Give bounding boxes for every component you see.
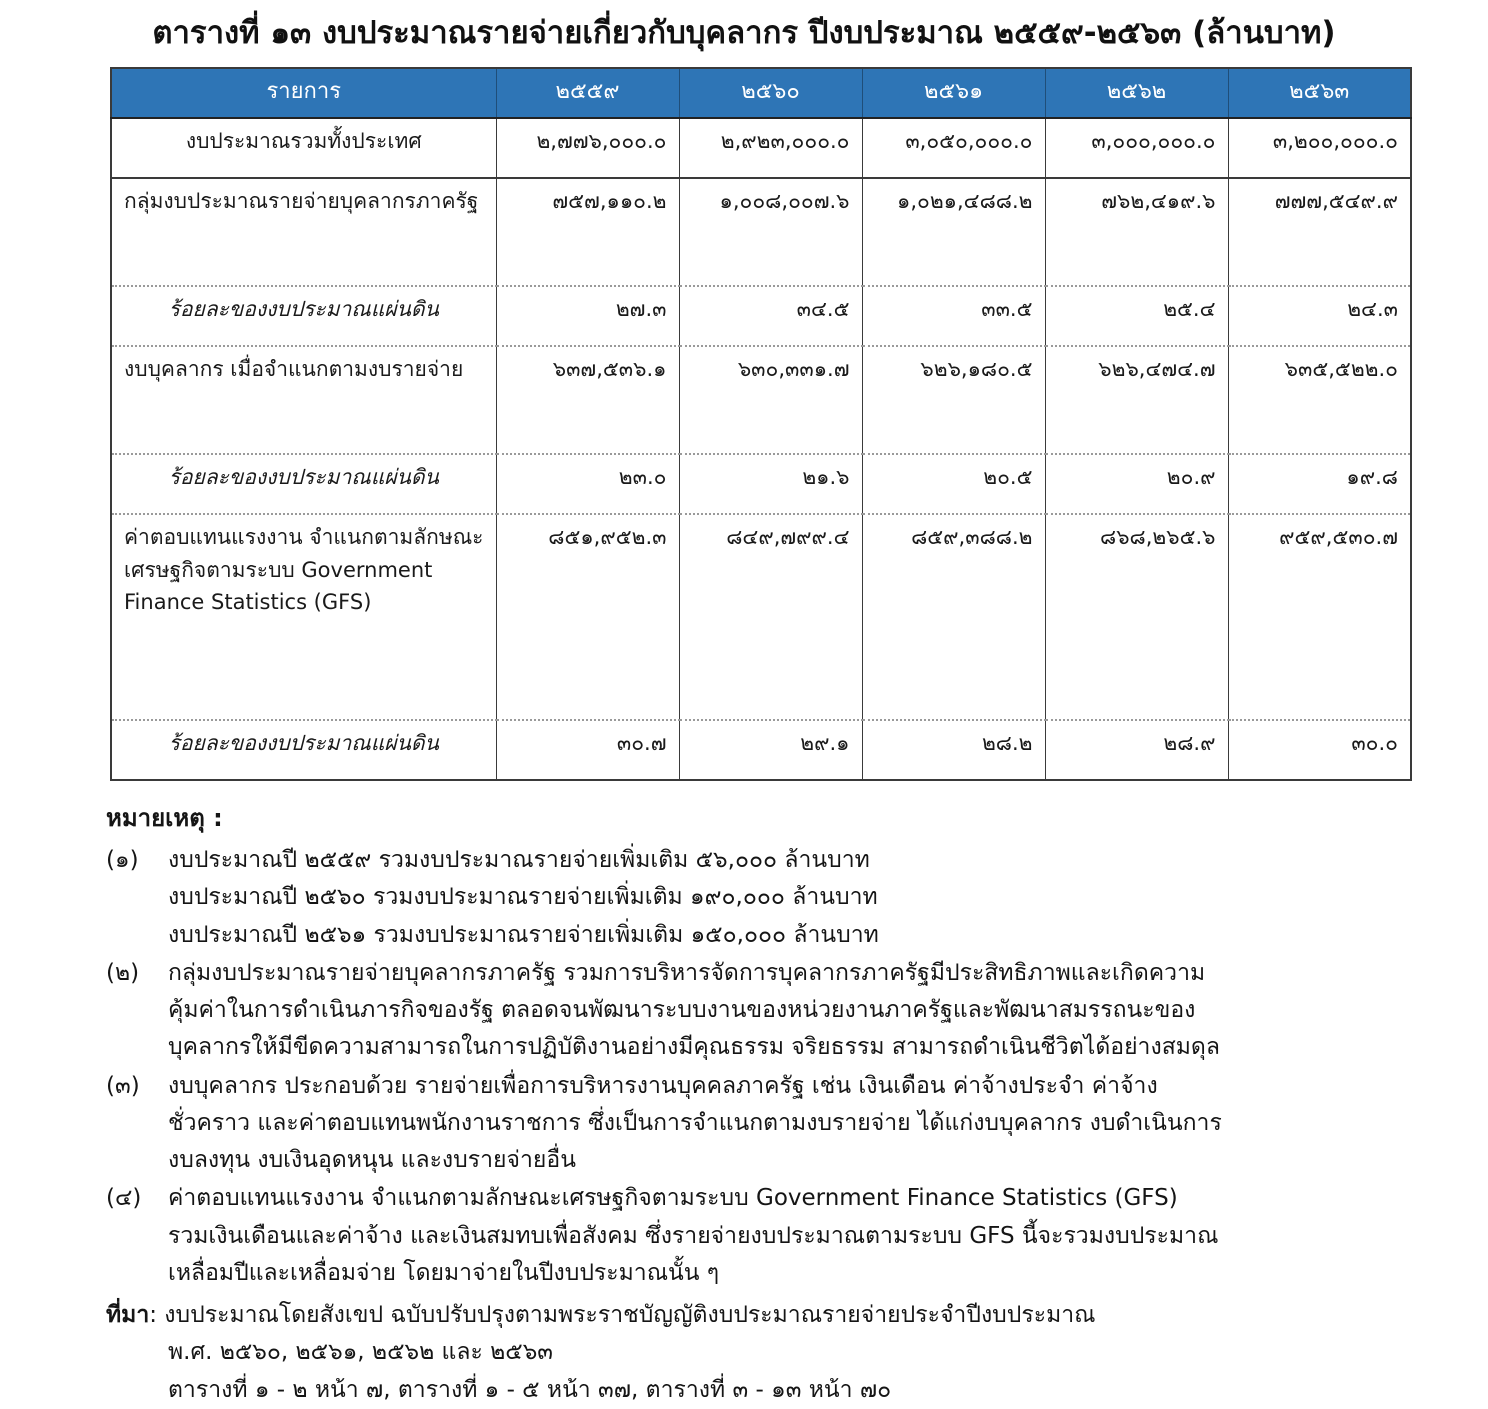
note-item-1 xyxy=(106,842,1418,954)
row-label: กลุ่มงบประมาณรายจ่ายบุคลากรภาครัฐ xyxy=(111,178,496,286)
note-line: รวมเงินเดือนและค่าจ้าง และเงินสมทบเพื่อสังคม ซึ่งรายจ่ายงบประมาณตามระบบ GFS นี้จะรวมงบประมาณ xyxy=(168,1222,1219,1249)
row-value: ๘๖๘,๒๖๕.๖ xyxy=(1045,514,1228,720)
note-line: คุ้มค่าในการดำเนินภารกิจของรัฐ ตลอดจนพัฒนาระบบงานของหน่วยงานภาครัฐและพัฒนาสมรรถนะของ xyxy=(168,997,1196,1024)
row-value: ๖๒๖,๔๗๔.๗ xyxy=(1045,346,1228,454)
table-body xyxy=(111,118,1411,780)
table-row xyxy=(111,454,1411,514)
row-value: ๒๘.๒ xyxy=(862,720,1045,780)
row-value: ๒๘.๙ xyxy=(1045,720,1228,780)
row-value: ๓๐.๐ xyxy=(1351,731,1398,756)
note-item-4 xyxy=(106,1180,1418,1292)
column-header-item: รายการ xyxy=(111,68,496,118)
note-line: งบประมาณปี ๒๕๖๐ รวมงบประมาณรายจ่ายเพิ่มเติม ๑๙๐,๐๐๐ ล้านบาท xyxy=(168,884,878,911)
note-body xyxy=(168,955,1418,1067)
row-value: ๑,๐๐๘,๐๐๗.๖ xyxy=(679,178,862,286)
table-row xyxy=(111,178,1411,286)
note-marker: (๒) xyxy=(106,959,140,986)
note-marker: (๑) xyxy=(106,847,139,874)
notes-section xyxy=(0,781,1488,1292)
row-value: ๓,๐๐๐,๐๐๐.๐ xyxy=(1045,118,1228,178)
note-line: เหลื่อมปีและเหลื่อมจ่าย โดยมาจ่ายในปีงบประมาณนั้น ๆ xyxy=(168,1259,720,1286)
row-value: ๖๓๕,๕๒๒.๐ xyxy=(1228,346,1411,454)
row-value: ๒๑.๖ xyxy=(679,454,862,514)
budget-table-container xyxy=(0,67,1488,781)
row-value: ๓,๒๐๐,๐๐๐.๐ xyxy=(1228,118,1411,178)
row-value: ๑,๐๒๑,๔๘๘.๒ xyxy=(862,178,1045,286)
column-header-2561: ๒๕๖๑ xyxy=(862,68,1045,118)
note-line: งบประมาณปี ๒๕๖๑ รวมงบประมาณรายจ่ายเพิ่มเติม ๑๕๐,๐๐๐ ล้านบาท xyxy=(168,921,879,948)
note-line: กลุ่มงบประมาณรายจ่ายบุคลากรภาครัฐ รวมการบริหารจัดการบุคลากรภาครัฐมีประสิทธิภาพและเกิดความ xyxy=(168,959,1206,986)
row-value: ๘๔๙,๗๙๙.๔ xyxy=(679,514,862,720)
row-value: ๘๕๑,๙๕๒.๓ xyxy=(496,514,679,720)
table-row xyxy=(111,118,1411,178)
source-first-line xyxy=(106,1297,1418,1334)
row-value: ๗๗๗,๕๔๙.๙ xyxy=(1228,178,1411,286)
note-marker: (๓) xyxy=(106,1072,140,1099)
notes-heading: หมายเหตุ : xyxy=(106,804,223,833)
row-value: ๗๖๒,๔๑๙.๖ xyxy=(1045,178,1228,286)
note-body xyxy=(168,1068,1418,1180)
source-section xyxy=(0,1293,1488,1409)
note-line: บุคลากรให้มีขีดความสามารถในการปฏิบัติงานอย่างมีคุณธรรม จริยธรรม สามารถดำเนินชีวิตได้อย่างสมดุล xyxy=(168,1034,1220,1061)
row-value: ๒๔.๓ xyxy=(1228,286,1411,346)
row-value: ๓๓.๕ xyxy=(862,286,1045,346)
row-label: ร้อยละของงบประมาณแผ่นดิน xyxy=(111,720,496,780)
table-header-row xyxy=(111,68,1411,118)
note-body xyxy=(168,842,1418,954)
source-line: พ.ศ. ๒๕๖๐, ๒๕๖๑, ๒๕๖๒ และ ๒๕๖๓ xyxy=(168,1339,554,1366)
table-row xyxy=(111,720,1411,780)
row-value: ๓๐.๗ xyxy=(496,720,679,780)
note-line: งบบุคลากร ประกอบด้วย รายจ่ายเพื่อการบริหารงานบุคคลภาครัฐ เช่น เงินเดือน ค่าจ้างประจำ ค่าจ้าง xyxy=(168,1072,1158,1099)
source-label: ที่มา xyxy=(106,1302,150,1329)
column-header-2560: ๒๕๖๐ xyxy=(679,68,862,118)
note-line: งบประมาณปี ๒๕๕๙ รวมงบประมาณรายจ่ายเพิ่มเติม ๕๖,๐๐๐ ล้านบาท xyxy=(168,847,870,874)
row-value: ๒๗.๓ xyxy=(496,286,679,346)
row-value: ๑๙.๘ xyxy=(1228,454,1411,514)
row-value: ๘๕๙,๓๘๘.๒ xyxy=(862,514,1045,720)
row-value: ๖๓๗,๕๓๖.๑ xyxy=(496,346,679,454)
row-label: งบบุคลากร เมื่อจำแนกตามงบรายจ่าย xyxy=(111,346,496,454)
row-value: ๒,๗๗๖,๐๐๐.๐ xyxy=(496,118,679,178)
note-body xyxy=(168,1180,1418,1292)
row-value: ๗๕๗,๑๑๐.๒ xyxy=(496,178,679,286)
row-value: ๓๔.๕ xyxy=(679,286,862,346)
note-item-2 xyxy=(106,955,1418,1067)
note-line: ชั่วคราว และค่าตอบแทนพนักงานราชการ ซึ่งเป็นการจำแนกตามงบรายจ่าย ได้แก่งบบุคลากร งบดำเนินการ xyxy=(168,1109,1222,1136)
budget-table xyxy=(110,67,1412,781)
row-label: ร้อยละของงบประมาณแผ่นดิน xyxy=(111,454,496,514)
row-value: ๒,๙๒๓,๐๐๐.๐ xyxy=(679,118,862,178)
note-item-3 xyxy=(106,1068,1418,1180)
row-value: ๒๕.๔ xyxy=(1045,286,1228,346)
row-value: ๒๓.๐ xyxy=(496,454,679,514)
row-value: ๖๒๖,๑๘๐.๕ xyxy=(862,346,1045,454)
note-line: งบลงทุน งบเงินอุดหนุน และงบรายจ่ายอื่น xyxy=(168,1147,576,1174)
row-value: ๖๓๐,๓๓๑.๗ xyxy=(679,346,862,454)
row-label: ร้อยละของงบประมาณแผ่นดิน xyxy=(111,286,496,346)
row-value: ๒๐.๕ xyxy=(862,454,1045,514)
note-marker: (๔) xyxy=(106,1185,142,1212)
page-title: ตารางที่ ๑๓ งบประมาณรายจ่ายเกี่ยวกับบุคลากร ปีงบประมาณ ๒๕๕๙-๒๕๖๓ (ล้านบาท) xyxy=(152,15,1336,51)
row-value: ๒๙.๑ xyxy=(679,720,862,780)
column-header-2562: ๒๕๖๒ xyxy=(1045,68,1228,118)
column-header-2559: ๒๕๕๙ xyxy=(496,68,679,118)
row-label: ค่าตอบแทนแรงงาน จำแนกตามลักษณะเศรษฐกิจตามระบบ Government Finance Statistics (GFS) xyxy=(111,514,496,720)
table-header xyxy=(111,68,1411,118)
table-row xyxy=(111,286,1411,346)
row-value: ๙๕๙,๕๓๐.๗ xyxy=(1228,514,1411,720)
row-value: ๒๐.๙ xyxy=(1045,454,1228,514)
note-line: ค่าตอบแทนแรงงาน จำแนกตามลักษณะเศรษฐกิจตามระบบ Government Finance Statistics (GFS) xyxy=(168,1185,1178,1212)
source-line: ตารางที่ ๑ - ๒ หน้า ๗, ตารางที่ ๑ - ๕ หน้า ๓๗, ตารางที่ ๓ - ๑๓ หน้า ๗๐ xyxy=(168,1376,892,1403)
column-header-2563: ๒๕๖๓ xyxy=(1228,68,1411,118)
row-label: งบประมาณรวมทั้งประเทศ xyxy=(111,118,496,178)
table-row xyxy=(111,346,1411,454)
row-value: ๓,๐๕๐,๐๐๐.๐ xyxy=(862,118,1045,178)
source-text: : งบประมาณโดยสังเขป ฉบับปรับปรุงตามพระราชบัญญัติงบประมาณรายจ่ายประจำปีงบประมาณ xyxy=(149,1302,1096,1329)
table-row xyxy=(111,514,1411,720)
